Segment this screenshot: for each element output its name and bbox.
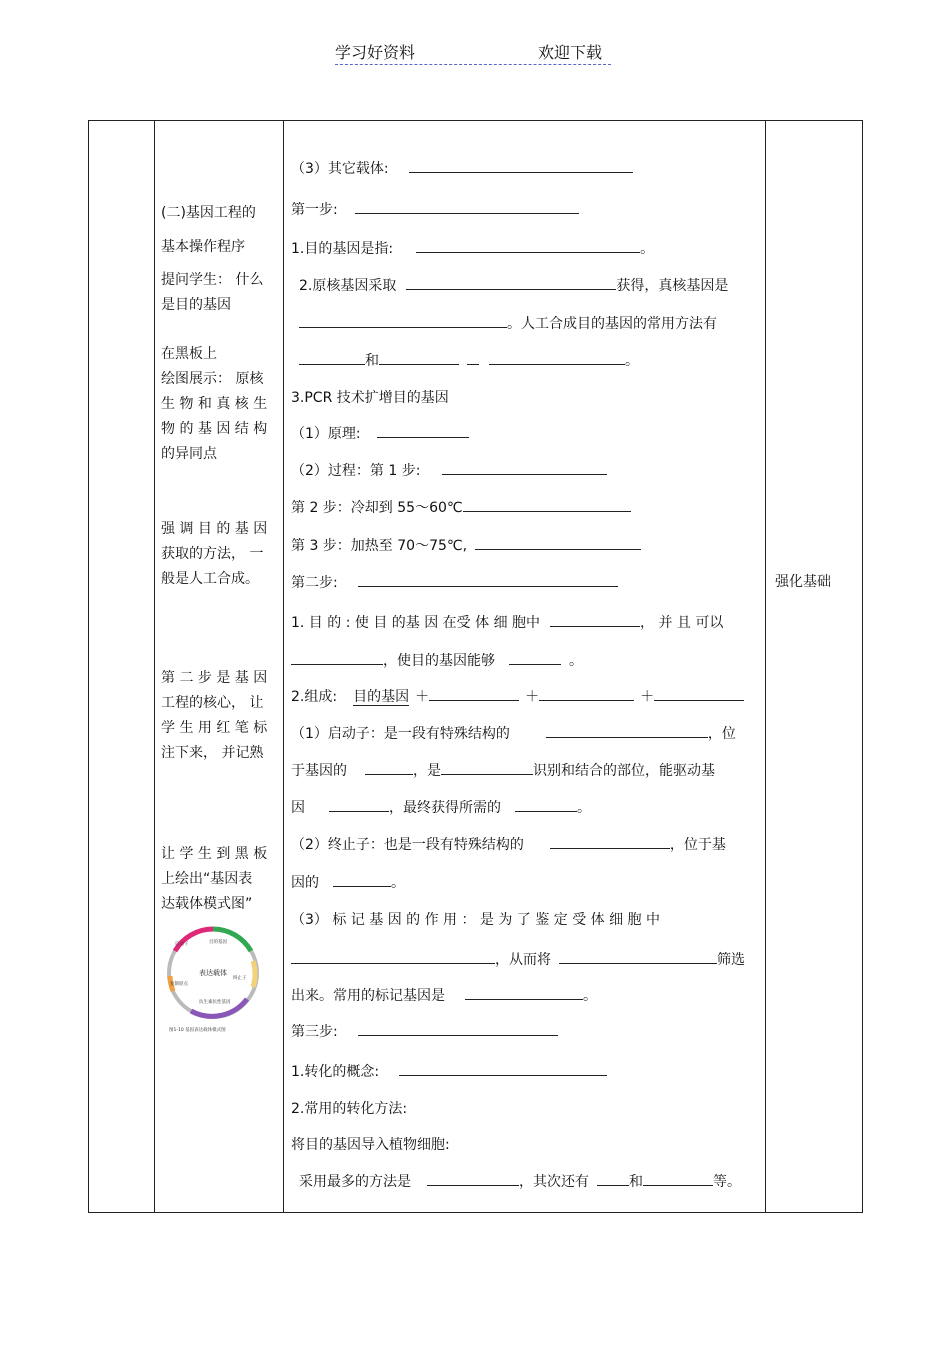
teacher-note: 般是人工合成。: [161, 571, 259, 587]
terminator-arc: [253, 961, 255, 987]
line-text: （2）终止子：也是一段有特殊结构的: [291, 837, 524, 853]
content-line: [291, 612, 723, 632]
teacher-note: 生 物 和 真 核 生: [161, 396, 268, 412]
header-right-text: 欢迎下载: [538, 43, 603, 62]
content-line: [291, 797, 591, 817]
line-text: 将目的基因导入植物细胞:: [291, 1137, 450, 1153]
content-line: [291, 909, 660, 929]
line-text: 2.组成:: [291, 689, 338, 705]
line-text: 3.PCR 技术扩增目的基因: [291, 390, 449, 406]
answer-blank[interactable]: [358, 1021, 558, 1036]
content-line: [291, 1134, 450, 1154]
answer-blank[interactable]: [550, 834, 670, 849]
line-text: 。: [569, 653, 583, 669]
content-line: [299, 313, 717, 333]
line-text: 1.转化的概念:: [291, 1064, 380, 1080]
content-line: [291, 158, 633, 178]
line-text: 获得，真核基因是: [616, 278, 729, 294]
right-column-note: 强化基础: [775, 574, 831, 590]
line-text: 第 3 步：加热至 70～75℃,: [291, 538, 468, 554]
column-divider: [283, 121, 284, 1212]
answer-blank[interactable]: [429, 686, 519, 701]
answer-blank[interactable]: [654, 686, 744, 701]
content-line: [291, 1098, 407, 1118]
figure-label: 复制原点: [170, 982, 188, 987]
line-text: 1. 目 的 : 使 目 的基 因 在受 体 细 胞中: [291, 615, 541, 631]
answer-blank[interactable]: [377, 423, 469, 438]
content-line: [291, 572, 618, 592]
answer-blank[interactable]: [550, 612, 640, 627]
answer-blank[interactable]: [365, 760, 413, 775]
teacher-note: 获取的方法， 一: [161, 546, 264, 562]
line-text: 等。: [713, 1174, 741, 1190]
answer-blank[interactable]: [509, 650, 561, 665]
line-text: （2）过程：第 1 步:: [291, 463, 421, 479]
answer-blank[interactable]: [463, 497, 631, 512]
line-text: （1）启动子：是一段有特殊结构的: [291, 726, 510, 742]
expression-vector-diagram: [161, 921, 271, 1041]
teacher-note: 在黑板上: [161, 346, 217, 362]
line-text: ，是: [413, 763, 441, 779]
line-text: 第一步:: [291, 202, 338, 218]
promoter-arc: [175, 929, 213, 951]
figure-caption: 图1-10 基因表达载体模式图: [169, 1028, 226, 1033]
teacher-note: (二)基因工程的: [161, 205, 256, 221]
content-line: [291, 1021, 558, 1041]
answer-blank[interactable]: [427, 1171, 519, 1186]
line-text: 第三步:: [291, 1024, 338, 1040]
teacher-note: 让 学 生 到 黑 板: [161, 846, 268, 862]
content-line: [291, 460, 607, 480]
figure-center-label: 表达载体: [199, 969, 227, 977]
answer-blank[interactable]: [358, 572, 618, 587]
content-line: [291, 423, 469, 443]
line-text: 。: [583, 988, 597, 1004]
answer-blank[interactable]: [465, 985, 583, 1000]
teacher-note: 是目的基因: [161, 297, 231, 313]
answer-blank[interactable]: [379, 350, 459, 365]
line-text: 因: [291, 800, 305, 816]
line-text: （1）原理:: [291, 426, 361, 442]
line-text: ＋: [640, 689, 655, 705]
answer-blank[interactable]: [643, 1171, 713, 1186]
content-line: [291, 387, 449, 407]
content-line: [291, 949, 745, 969]
line-text: 和: [365, 353, 379, 369]
teacher-note: 上绘出“基因表: [161, 871, 253, 887]
answer-blank[interactable]: [416, 238, 640, 253]
line-text: ， 并 且 可以: [640, 615, 724, 631]
content-line: [291, 497, 631, 517]
content-line: [291, 760, 715, 780]
teacher-note: 强 调 目 的 基 因: [161, 521, 268, 537]
answer-blank[interactable]: [329, 797, 389, 812]
content-line: [291, 686, 744, 706]
answer-blank[interactable]: [409, 158, 633, 173]
line-text: ，位: [707, 726, 736, 742]
line-text: 目的基因: [353, 689, 410, 705]
content-line: [299, 275, 728, 295]
answer-blank[interactable]: [539, 686, 634, 701]
line-text: 。: [640, 241, 655, 257]
content-line: [291, 199, 579, 219]
teacher-note: 工程的核心， 让: [161, 695, 264, 711]
answer-blank[interactable]: [546, 723, 708, 738]
line-text: ，其次还有: [519, 1174, 589, 1190]
answer-blank[interactable]: [467, 350, 479, 365]
content-line: [291, 1061, 607, 1081]
line-text: 于基因的: [291, 763, 347, 779]
teacher-note: 提问学生： 什么: [161, 272, 264, 288]
answer-blank[interactable]: [406, 275, 616, 290]
teacher-note: 的异同点: [161, 446, 217, 462]
line-text: 1.目的基因是指:: [291, 241, 394, 257]
line-text: （3）其它载体:: [291, 161, 389, 177]
content-line: [291, 650, 583, 670]
header-left-text: 学习好资料: [335, 43, 416, 62]
lesson-table: [88, 120, 863, 1213]
content-line: [291, 872, 405, 892]
content-line: [291, 535, 641, 555]
answer-blank[interactable]: [441, 760, 533, 775]
teacher-note: 绘图展示： 原核: [161, 371, 264, 387]
line-text: 。: [625, 353, 639, 369]
header-dashed-rule: [335, 64, 611, 65]
figure-label: 启动子: [175, 942, 189, 947]
line-text: （3） 标 记 基 因 的 作 用 ： 是 为 了 鉴 定 受 体 细 胞 中: [291, 912, 661, 928]
answer-blank[interactable]: [299, 350, 365, 365]
answer-blank[interactable]: [515, 797, 577, 812]
line-text: ，从而将: [495, 952, 551, 968]
figure-label: 抗生素抗性基因: [199, 1000, 231, 1005]
answer-blank[interactable]: [299, 313, 507, 328]
answer-blank[interactable]: [291, 650, 383, 665]
content-line: [299, 350, 639, 370]
line-text: ，位于基: [669, 837, 726, 853]
line-text: ，使目的基因能够: [383, 653, 495, 669]
content-line: [291, 834, 726, 854]
teacher-note: 学 生 用 红 笔 标: [161, 720, 268, 736]
line-text: 。人工合成目的基因的常用方法有: [507, 316, 717, 332]
teacher-note: 基本操作程序: [161, 239, 245, 255]
figure-label: 目的基因: [209, 940, 227, 945]
line-text: ＋: [415, 689, 430, 705]
line-text: 。: [391, 875, 405, 891]
line-text: 采用最多的方法是: [299, 1174, 411, 1190]
column-divider: [765, 121, 766, 1212]
content-line: [291, 723, 736, 743]
answer-blank[interactable]: [475, 535, 641, 550]
teacher-note: 达载体模式图”: [161, 896, 253, 912]
teacher-note: 物 的 基 因 结 构: [161, 421, 268, 437]
answer-blank[interactable]: [559, 949, 717, 964]
teacher-note: 注下来， 并记熟: [161, 745, 264, 761]
answer-blank[interactable]: [399, 1061, 607, 1076]
answer-blank[interactable]: [355, 199, 579, 214]
line-text: 2.常用的转化方法:: [291, 1101, 408, 1117]
line-text: 筛选: [717, 952, 745, 968]
content-line: [299, 1171, 741, 1191]
line-text: 第二步:: [291, 575, 338, 591]
answer-blank[interactable]: [489, 350, 625, 365]
answer-blank[interactable]: [333, 872, 391, 887]
line-text: 2.原核基因采取: [299, 278, 397, 294]
line-text: ，最终获得所需的: [389, 800, 501, 816]
line-text: 和: [629, 1174, 643, 1190]
page-header: [0, 40, 950, 70]
line-text: 出来。常用的标记基因是: [291, 988, 445, 1004]
column-divider: [154, 121, 155, 1212]
teacher-note: 第 二 步 是 基 因: [161, 670, 268, 686]
line-text: 识别和结合的部位，能驱动基: [533, 763, 715, 779]
content-line: [291, 985, 597, 1005]
line-text: ＋: [525, 689, 540, 705]
answer-blank[interactable]: [291, 949, 495, 964]
answer-blank[interactable]: [442, 460, 607, 475]
content-line: [291, 238, 654, 258]
answer-blank[interactable]: [597, 1171, 629, 1186]
line-text: 。: [577, 800, 591, 816]
figure-label: 终止子: [233, 976, 247, 981]
line-text: 因的: [291, 875, 319, 891]
line-text: 第 2 步：冷却到 55～60℃: [291, 500, 463, 516]
